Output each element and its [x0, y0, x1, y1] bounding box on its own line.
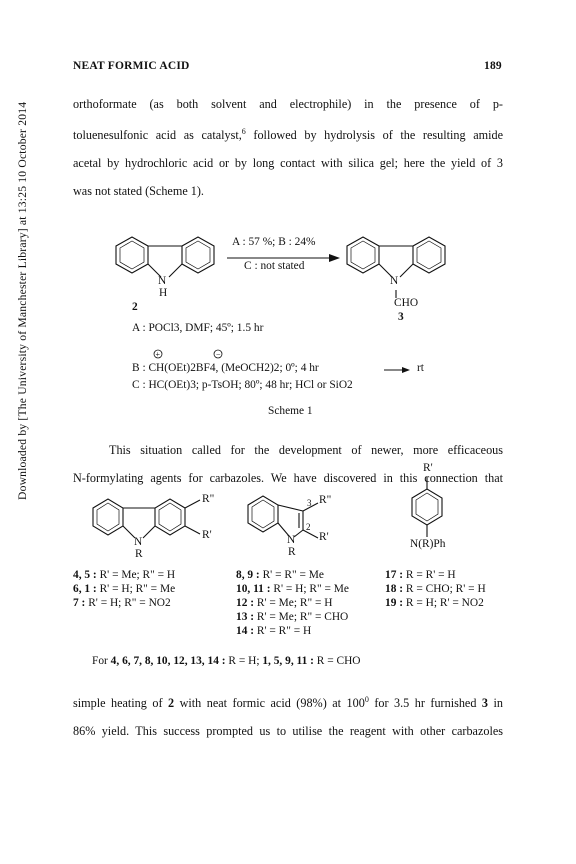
- citation-superscript: 6: [241, 127, 246, 136]
- para1-line1: orthoformate (as both solvent and electrophile) in the presence of p-: [73, 97, 503, 111]
- indole-r1-label: R': [319, 531, 329, 543]
- indole-position-3: 3: [307, 498, 312, 508]
- download-watermark: Downloaded by [The University of Manchester Library] at 13:25 10 October 2014: [16, 101, 29, 500]
- page-number: 189: [484, 60, 502, 72]
- right-cho-label: CHO: [394, 297, 419, 309]
- carbazole-r1-label: R': [202, 529, 212, 541]
- aniline-r1-label: R': [423, 462, 433, 474]
- para1-line3: acetal by hydrochloric acid or by long contact with silica gel; here the yield of 3: [73, 156, 503, 171]
- carbazole-compound-list: [73, 568, 175, 610]
- svg-text:−: −: [216, 350, 221, 359]
- paragraph-2: [73, 436, 503, 492]
- para2-line2: N-formylating agents for carbazoles. We have discovered in this connection that: [73, 471, 503, 485]
- condition-a: A : POCl3, DMF; 45º; 1.5 hr: [132, 322, 264, 334]
- list-item: 13 : R' = Me; R" = CHO: [236, 611, 349, 623]
- generic-carbazole-structure: [93, 499, 200, 538]
- list-item: 17 : R = R' = H: [385, 569, 456, 581]
- condition-b-rt: rt: [417, 362, 424, 374]
- condition-b: B : CH(OEt)2BF4, (MeOCH2)2; 0º; 4 hr: [132, 362, 319, 374]
- arrow-top-label: A : 57 %; B : 24%: [232, 236, 316, 248]
- left-nitrogen-label: N: [158, 275, 167, 287]
- indole-n-label: N: [287, 534, 296, 546]
- list-item: 7 : R' = H; R" = NO2: [73, 597, 171, 609]
- para1-line2-a: toluenesulfonic acid as catalyst,: [73, 128, 242, 143]
- aniline-n-label: N(R)Ph: [410, 538, 446, 550]
- svg-text:+: +: [155, 350, 161, 359]
- para1-line4: was not stated (Scheme 1).: [73, 184, 204, 199]
- list-item: 6, 1 : R' = H; R" = Me: [73, 583, 176, 595]
- arrowhead-icon: [329, 254, 340, 262]
- carbazole-2-structure: [116, 237, 214, 277]
- carbazole-r2-label: R": [202, 493, 215, 505]
- left-hydrogen-label: H: [159, 287, 168, 299]
- para2-line1: This situation called for the development of newer, more efficaceous: [109, 443, 503, 457]
- indole-r2-label: R": [319, 494, 332, 506]
- para1-line2-b: followed by hydrolysis of the resulting amide: [245, 128, 503, 143]
- condition-c: C : HC(OEt)3; p-TsOH; 80º; 48 hr; HCl or SiO2: [132, 379, 353, 391]
- compound-2-number: 2: [132, 301, 138, 313]
- list-item: 4, 5 : R' = Me; R" = H: [73, 569, 176, 581]
- carbazole-3-structure: [347, 237, 445, 298]
- compound-3-number: 3: [398, 311, 404, 323]
- paragraph-3: [73, 686, 503, 745]
- aniline-compound-list: [385, 568, 486, 610]
- scheme-caption: Scheme 1: [268, 405, 313, 417]
- list-item: 19 : R = H; R' = NO2: [385, 597, 484, 609]
- para3-line1: simple heating of 2 with neat formic acid (98%) at $100^0$ for 3.5 hr furnished 3 in: [73, 695, 503, 711]
- carbazole-n-label: N: [134, 536, 143, 548]
- running-title: NEAT FORMIC ACID: [73, 60, 190, 72]
- list-item: 12 : R' = Me; R" = H: [236, 597, 333, 609]
- right-nitrogen-label: N: [390, 275, 399, 287]
- list-item: 8, 9 : R' = R" = Me: [236, 569, 324, 581]
- indole-compound-list: [236, 568, 349, 638]
- list-item: 14 : R' = R" = H: [236, 625, 312, 637]
- small-arrowhead-icon: [402, 367, 410, 373]
- arrow-bottom-label: C : not stated: [244, 260, 305, 272]
- list-item: 18 : R = CHO; R' = H: [385, 583, 486, 595]
- indole-r-label: R: [288, 546, 296, 558]
- carbazole-r-label: R: [135, 548, 143, 560]
- para3-line2: 86% yield. This success prompted us to utilise the reagent with other carbazoles: [73, 724, 503, 739]
- substituent-legend: For 4, 6, 7, 8, 10, 12, 13, 14 : R = H; 1, 5, 9, 11 : R = CHO: [92, 655, 361, 667]
- list-item: 10, 11 : R' = H; R" = Me: [236, 583, 349, 595]
- indole-position-2: 2: [306, 522, 311, 532]
